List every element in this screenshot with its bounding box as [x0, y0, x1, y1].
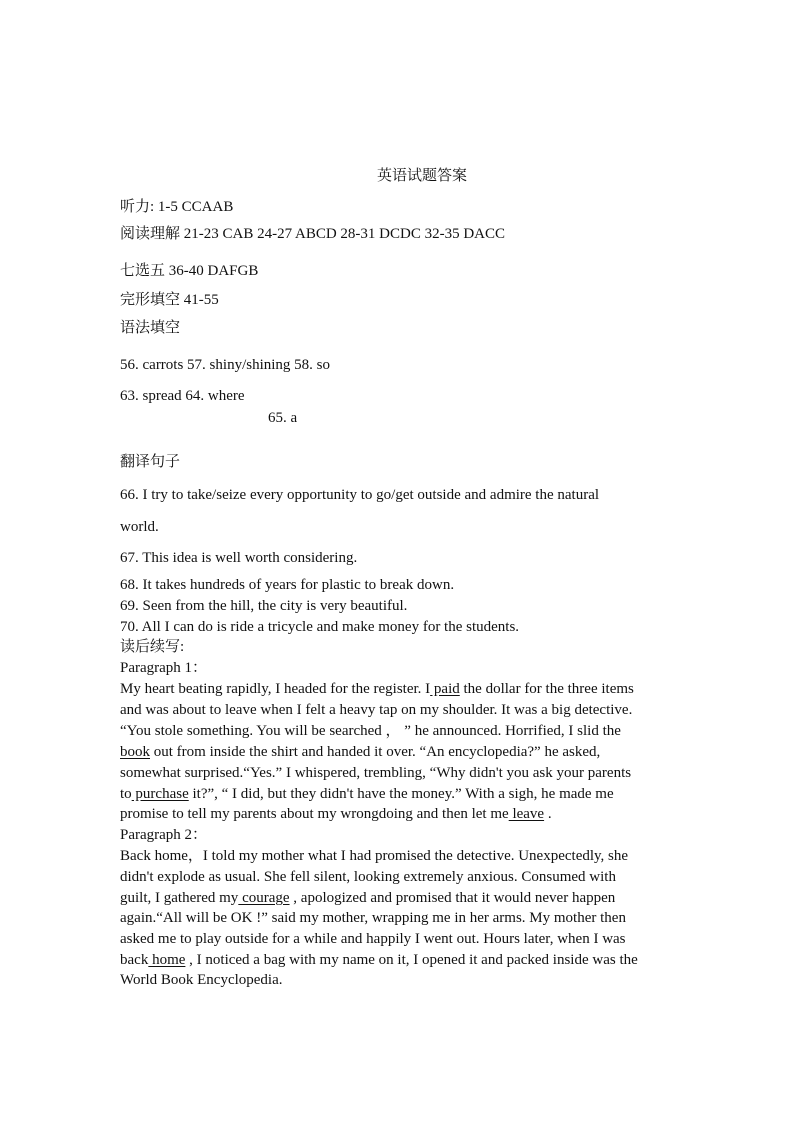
text-segment: My heart beating rapidly, I headed for the register. I	[120, 681, 431, 697]
paragraph-1-line-5: somewhat surprised.“Yes.” I whispered, trembling, “Why didn't you ask your parents	[120, 765, 632, 781]
paragraph-2-line-6	[120, 950, 638, 970]
underlined-answer: courage	[238, 890, 290, 906]
paragraph-1-line-3: “You stole something. You will be searched ， ” he announced. Horrified, I slid the	[120, 723, 621, 739]
document-title: 英语试题答案	[377, 168, 468, 184]
underlined-answer: paid	[430, 681, 460, 697]
cloze-answers: 完形填空 41-55	[120, 292, 219, 308]
translation-70: 70. All I can do is ride a tricycle and make money for the students.	[120, 619, 520, 635]
paragraph-1-line-7	[120, 804, 552, 824]
text-segment: out from inside the shirt and handed it over. “An encyclopedia?” he asked,	[150, 744, 601, 760]
underlined-answer: leave	[508, 806, 545, 822]
paragraph-2-line-4: again.“All will be OK !” said my mother, wrapping me in her arms. My mother then	[120, 910, 626, 926]
grammar-heading: 语法填空	[120, 320, 181, 336]
underlined-answer: book	[120, 744, 150, 760]
paragraph-2-line-7: World Book Encyclopedia.	[120, 972, 283, 988]
translation-68: 68. It takes hundreds of years for plastic to break down.	[120, 577, 455, 593]
paragraph-1-line-6	[120, 784, 614, 804]
paragraph-1-line-2: and was about to leave when I felt a heavy tap on my shoulder. It was a big detective.	[120, 702, 633, 718]
paragraph-1-line-4	[120, 742, 600, 762]
text-segment: .	[544, 806, 552, 822]
underlined-answer: purchase	[131, 786, 189, 802]
text-segment: , apologized and promised that it would never happen	[289, 890, 616, 906]
paragraph-2-label: Paragraph 2：	[120, 827, 208, 843]
text-segment: guilt, I gathered my	[120, 890, 239, 906]
paragraph-2-line-3	[120, 888, 615, 908]
paragraph-1-label: Paragraph 1：	[120, 660, 208, 676]
text-segment: to	[120, 786, 132, 802]
text-segment: promise to tell my parents about my wrongdoing and then let me	[120, 806, 509, 822]
paragraph-2-line-5: asked me to play outside for a while and happily I went out. Hours later, when I was	[120, 931, 626, 947]
grammar-answers-line-3: 65. a	[268, 410, 298, 426]
paragraph-2-line-2: didn't explode as usual. She fell silent, looking extremely anxious. Consumed with	[120, 869, 616, 885]
underlined-answer: home	[148, 952, 186, 968]
translation-66-line-2: world.	[120, 519, 159, 535]
translation-67: 67. This idea is well worth considering.	[120, 550, 358, 566]
paragraph-2-line-1: Back home，I told my mother what I had promised the detective. Unexpectedly, she	[120, 848, 629, 864]
reading-answers: 阅读理解 21-23 CAB 24-27 ABCD 28-31 DCDC 32-35 DACC	[120, 226, 506, 242]
translation-heading: 翻译句子	[120, 454, 181, 470]
seven-choose-five-answers: 七选五 36-40 DAFGB	[120, 263, 259, 279]
text-segment: , I noticed a bag with my name on it, I opened it and packed inside was the	[185, 952, 638, 968]
grammar-answers-line-2: 63. spread 64. where	[120, 388, 245, 404]
text-segment: back	[120, 952, 149, 968]
listening-answers: 听力: 1-5 CCAAB	[120, 199, 234, 215]
translation-66-line-1: 66. I try to take/seize every opportunity to go/get outside and admire the natural	[120, 487, 600, 503]
continuation-heading: 读后续写:	[120, 639, 185, 655]
grammar-answers-line-1: 56. carrots 57. shiny/shining 58. so	[120, 357, 330, 373]
paragraph-1-line-1	[120, 679, 634, 699]
translation-69: 69. Seen from the hill, the city is very beautiful.	[120, 598, 408, 614]
text-segment: it?”, “ I did, but they didn't have the money.” With a sigh, he made me	[188, 786, 614, 802]
text-segment: the dollar for the three items	[459, 681, 634, 697]
